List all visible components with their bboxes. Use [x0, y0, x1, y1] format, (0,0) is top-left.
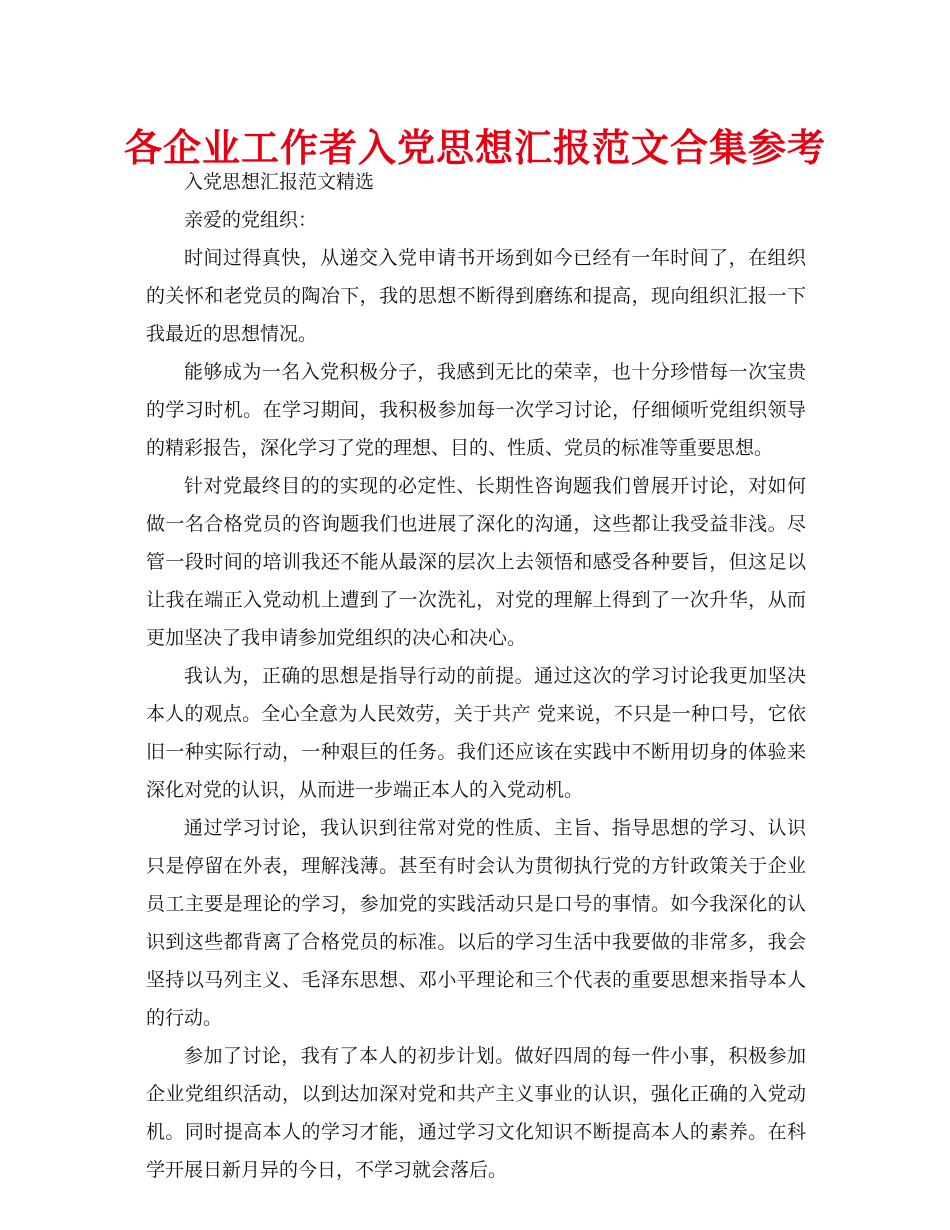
paragraph: 能够成为一名入党积极分子，我感到无比的荣幸，也十分珍惜每一次宝贵的学习时机。在学习期间，我积极参加每一次学习讨论，仔细倾听党组织领导的精彩报告，深化学习了党的理想、目的、性质、党员的标准等重要思想。 [146, 361, 806, 459]
document-title: 各企业工作者入党思想汇报范文合集参考 [123, 126, 826, 170]
paragraph: 我认为，正确的思想是指导行动的前提。通过这次的学习讨论我更加坚决本人的观点。全心全意为人民效劳，关于共产 党来说，不只是一种口号，它依旧一种实际行动，一种艰巨的任务。我们还应该在实践中不断用切身的体验来深化对党的认识，从而进一步端正本人的入党动机。 [146, 665, 806, 801]
paragraph: 参加了讨论，我有了本人的初步计划。做好四周的每一件小事，积极参加企业党组织活动，以到达加深对党和共产主义事业的认识，强化正确的入党动机。同时提高本人的学习才能，通过学习文化知识不断提高本人的素养。在科学开展日新月异的今日，不学习就会落后。 [146, 1045, 806, 1181]
document-body [146, 163, 806, 1189]
paragraph: 通过学习讨论，我认识到往常对党的性质、主旨、指导思想的学习、认识只是停留在外表，理解浅薄。甚至有时会认为贯彻执行党的方针政策关于企业员工主要是理论的学习，参加党的实践活动只是口号的事情。如今我深化的认识到这些都背离了合格党员的标准。以后的学习生活中我要做的非常多，我会坚持以马列主义、毛泽东思想、邓小平理论和三个代表的重要思想来指导本人的行动。 [146, 817, 806, 1029]
document-subtitle: 入党思想汇报范文精选 [184, 171, 375, 193]
paragraph: 时间过得真快，从递交入党申请书开场到如今已经有一年时间了，在组织的关怀和老党员的陶冶下，我的思想不断得到磨练和提高，现向组织汇报一下我最近的思想情况。 [146, 247, 806, 345]
salutation: 亲爱的党组织： [184, 209, 318, 231]
paragraph: 针对党最终目的的实现的必定性、长期性咨询题我们曾展开讨论，对如何做一名合格党员的咨询题我们也进展了深化的沟通，这些都让我受益非浅。尽管一段时间的培训我还不能从最深的层次上去领悟和感受各种要旨，但这足以让我在端正入党动机上遭到了一次洗礼，对党的理解上得到了一次升华，从而更加坚决了我申请参加党组织的决心和决心。 [146, 475, 806, 649]
